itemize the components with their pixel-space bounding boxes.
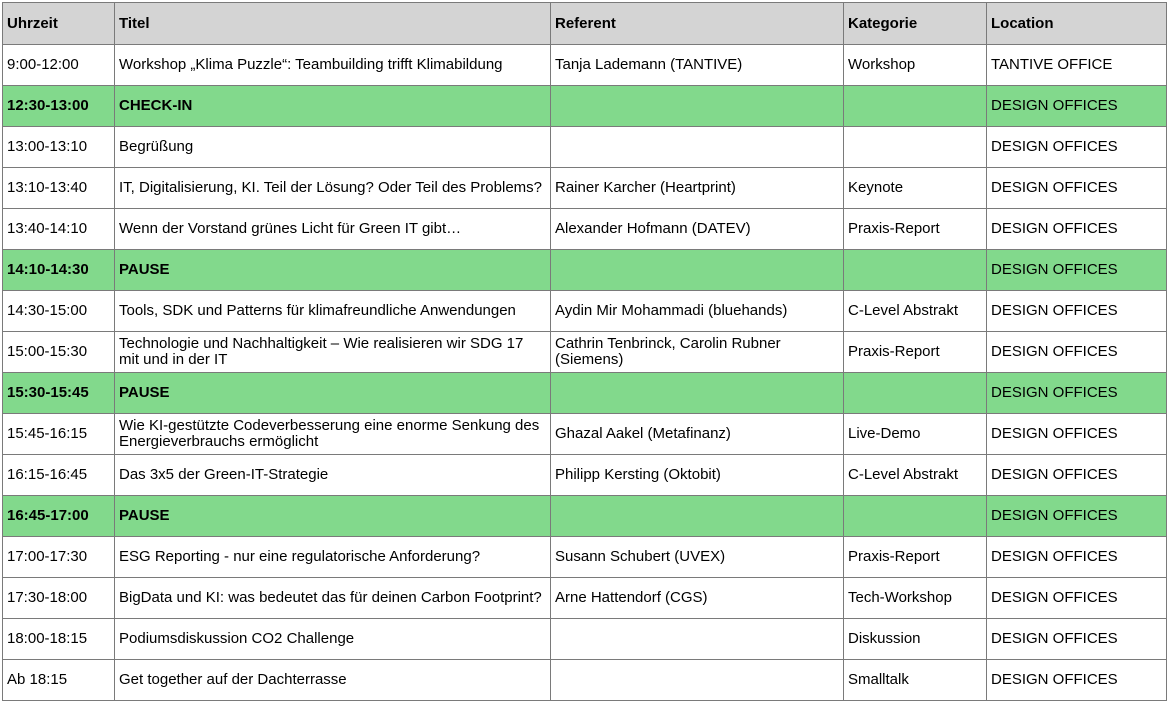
speaker-cell — [551, 373, 844, 414]
category-cell — [844, 496, 987, 537]
title-cell: Tools, SDK und Patterns für klimafreundliche Anwendungen — [115, 291, 551, 332]
speaker-cell — [551, 250, 844, 291]
time-cell: 17:30-18:00 — [3, 578, 115, 619]
time-cell: 18:00-18:15 — [3, 619, 115, 660]
schedule-table — [2, 2, 1167, 701]
speaker-cell: Susann Schubert (UVEX) — [551, 537, 844, 578]
location-cell: DESIGN OFFICES — [987, 660, 1167, 701]
title-cell: Get together auf der Dachterrasse — [115, 660, 551, 701]
category-cell: C-Level Abstrakt — [844, 291, 987, 332]
title-cell: Das 3x5 der Green-IT-Strategie — [115, 455, 551, 496]
table-row — [3, 660, 1167, 701]
category-cell: Diskussion — [844, 619, 987, 660]
speaker-cell — [551, 496, 844, 537]
table-row — [3, 619, 1167, 660]
table-row — [3, 537, 1167, 578]
time-cell: 15:45-16:15 — [3, 414, 115, 455]
header-category: Kategorie — [844, 3, 987, 45]
table-row — [3, 209, 1167, 250]
title-cell: ESG Reporting - nur eine regulatorische Anforderung? — [115, 537, 551, 578]
table-row — [3, 414, 1167, 455]
time-cell: 15:30-15:45 — [3, 373, 115, 414]
category-cell: Tech-Workshop — [844, 578, 987, 619]
speaker-cell — [551, 660, 844, 701]
title-cell: Wenn der Vorstand grünes Licht für Green IT gibt… — [115, 209, 551, 250]
title-cell: Workshop „Klima Puzzle“: Teambuilding trifft Klimabildung — [115, 45, 551, 86]
location-cell: DESIGN OFFICES — [987, 250, 1167, 291]
table-row — [3, 373, 1167, 414]
table-row — [3, 45, 1167, 86]
category-cell — [844, 86, 987, 127]
location-cell: DESIGN OFFICES — [987, 455, 1167, 496]
speaker-cell — [551, 619, 844, 660]
table-row — [3, 86, 1167, 127]
title-cell: PAUSE — [115, 496, 551, 537]
speaker-cell: Philipp Kersting (Oktobit) — [551, 455, 844, 496]
table-row — [3, 578, 1167, 619]
time-cell: 13:40-14:10 — [3, 209, 115, 250]
header-row — [3, 3, 1167, 45]
speaker-cell: Alexander Hofmann (DATEV) — [551, 209, 844, 250]
time-cell: 15:00-15:30 — [3, 332, 115, 373]
title-cell: Wie KI-gestützte Codeverbesserung eine enorme Senkung des Energieverbrauchs ermöglicht — [115, 414, 551, 455]
time-cell: 17:00-17:30 — [3, 537, 115, 578]
table-row — [3, 250, 1167, 291]
category-cell — [844, 127, 987, 168]
header-title: Titel — [115, 3, 551, 45]
time-cell: 14:10-14:30 — [3, 250, 115, 291]
time-cell: 13:00-13:10 — [3, 127, 115, 168]
location-cell: DESIGN OFFICES — [987, 414, 1167, 455]
title-cell: PAUSE — [115, 250, 551, 291]
speaker-cell: Cathrin Tenbrinck, Carolin Rubner (Siemens) — [551, 332, 844, 373]
time-cell: 13:10-13:40 — [3, 168, 115, 209]
location-cell: DESIGN OFFICES — [987, 168, 1167, 209]
location-cell: DESIGN OFFICES — [987, 496, 1167, 537]
table-row — [3, 455, 1167, 496]
category-cell: Praxis-Report — [844, 537, 987, 578]
category-cell — [844, 250, 987, 291]
table-row — [3, 496, 1167, 537]
location-cell: DESIGN OFFICES — [987, 127, 1167, 168]
location-cell: DESIGN OFFICES — [987, 332, 1167, 373]
category-cell: C-Level Abstrakt — [844, 455, 987, 496]
table-row — [3, 127, 1167, 168]
location-cell: TANTIVE OFFICE — [987, 45, 1167, 86]
category-cell: Praxis-Report — [844, 332, 987, 373]
title-cell: CHECK-IN — [115, 86, 551, 127]
speaker-cell: Ghazal Aakel (Metafinanz) — [551, 414, 844, 455]
location-cell: DESIGN OFFICES — [987, 209, 1167, 250]
category-cell: Smalltalk — [844, 660, 987, 701]
category-cell: Praxis-Report — [844, 209, 987, 250]
category-cell — [844, 373, 987, 414]
time-cell: Ab 18:15 — [3, 660, 115, 701]
title-cell: IT, Digitalisierung, KI. Teil der Lösung? Oder Teil des Problems? — [115, 168, 551, 209]
time-cell: 9:00-12:00 — [3, 45, 115, 86]
speaker-cell — [551, 86, 844, 127]
title-cell: Begrüßung — [115, 127, 551, 168]
location-cell: DESIGN OFFICES — [987, 578, 1167, 619]
speaker-cell: Tanja Lademann (TANTIVE) — [551, 45, 844, 86]
category-cell: Live-Demo — [844, 414, 987, 455]
speaker-cell: Aydin Mir Mohammadi (bluehands) — [551, 291, 844, 332]
title-cell: Podiumsdiskussion CO2 Challenge — [115, 619, 551, 660]
header-location: Location — [987, 3, 1167, 45]
title-cell: BigData und KI: was bedeutet das für deinen Carbon Footprint? — [115, 578, 551, 619]
title-cell: Technologie und Nachhaltigkeit – Wie realisieren wir SDG 17 mit und in der IT — [115, 332, 551, 373]
header-speaker: Referent — [551, 3, 844, 45]
time-cell: 16:45-17:00 — [3, 496, 115, 537]
speaker-cell — [551, 127, 844, 168]
category-cell: Workshop — [844, 45, 987, 86]
table-row — [3, 332, 1167, 373]
table-row — [3, 291, 1167, 332]
speaker-cell: Rainer Karcher (Heartprint) — [551, 168, 844, 209]
title-cell: PAUSE — [115, 373, 551, 414]
table-row — [3, 168, 1167, 209]
time-cell: 14:30-15:00 — [3, 291, 115, 332]
location-cell: DESIGN OFFICES — [987, 537, 1167, 578]
location-cell: DESIGN OFFICES — [987, 86, 1167, 127]
location-cell: DESIGN OFFICES — [987, 291, 1167, 332]
category-cell: Keynote — [844, 168, 987, 209]
header-time: Uhrzeit — [3, 3, 115, 45]
time-cell: 12:30-13:00 — [3, 86, 115, 127]
time-cell: 16:15-16:45 — [3, 455, 115, 496]
location-cell: DESIGN OFFICES — [987, 619, 1167, 660]
speaker-cell: Arne Hattendorf (CGS) — [551, 578, 844, 619]
location-cell: DESIGN OFFICES — [987, 373, 1167, 414]
